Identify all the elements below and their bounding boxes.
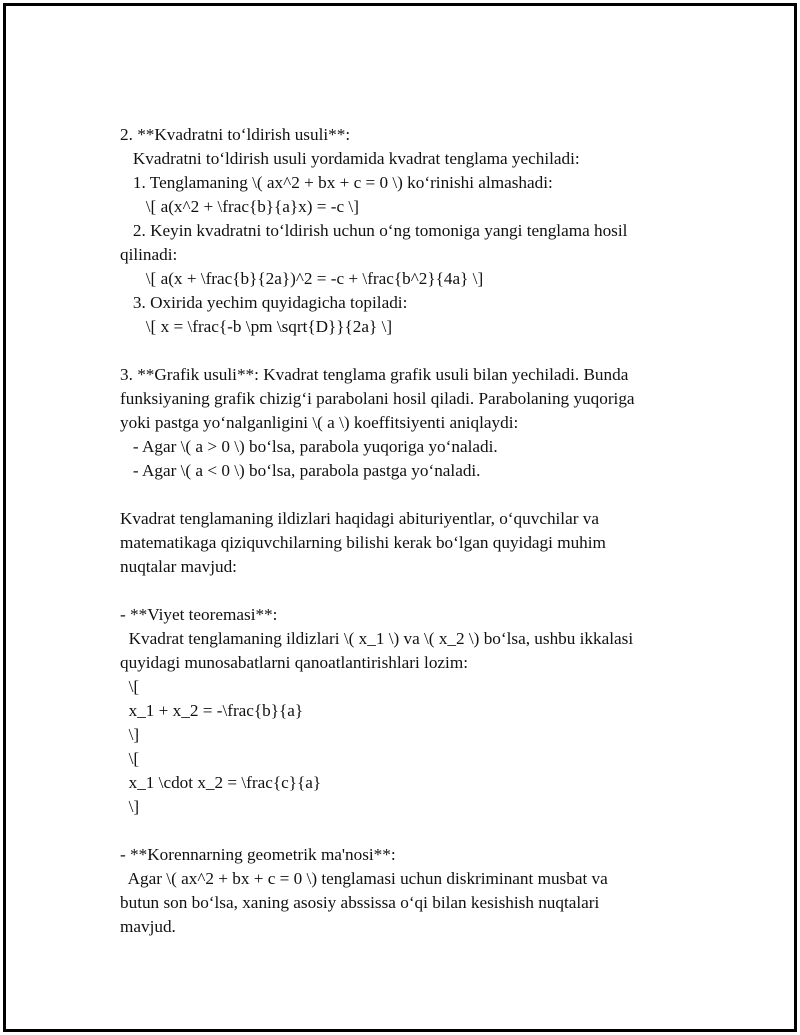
text-line: - **Korennarning geometrik ma'nosi**: <box>120 845 396 864</box>
blank-line <box>120 819 680 843</box>
text-line: mavjud. <box>120 917 176 936</box>
blank-line <box>120 579 680 603</box>
text-line: \] <box>120 725 140 744</box>
text-line: \[ x = \frac{-b \pm \sqrt{D}}{2a} \] <box>120 317 393 336</box>
text-line: nuqtalar mavjud: <box>120 557 237 576</box>
text-line: 2. Keyin kvadratni to‘ldirish uchun o‘ng tomoniga yangi tenglama hosil <box>120 221 628 240</box>
text-line: quyidagi munosabatlarni qanoatlantirishlari lozim: <box>120 653 468 672</box>
page-frame <box>3 3 797 1032</box>
text-line: 3. Oxirida yechim quyidagicha topiladi: <box>120 293 408 312</box>
text-line: x_1 \cdot x_2 = \frac{c}{a} <box>120 773 322 792</box>
text-line: - Agar \( a < 0 \) bo‘lsa, parabola pastga yo‘naladi. <box>120 461 481 480</box>
text-line: 3. **Grafik usuli**: Kvadrat tenglama grafik usuli bilan yechiladi. Bunda <box>120 365 629 384</box>
text-line: Agar \( ax^2 + bx + c = 0 \) tenglamasi uchun diskriminant musbat va <box>120 869 608 888</box>
text-line: 2. **Kvadratni to‘ldirish usuli**: <box>120 125 351 144</box>
text-line: \[ <box>120 677 140 696</box>
text-line: Kvadratni to‘ldirish usuli yordamida kvadrat tenglama yechiladi: <box>120 149 580 168</box>
text-line: \] <box>120 797 140 816</box>
text-line: Kvadrat tenglamaning ildizlari \( x_1 \) va \( x_2 \) bo‘lsa, ushbu ikkalasi <box>120 629 634 648</box>
text-line: butun son bo‘lsa, xaning asosiy abssissa o‘qi bilan kesishish nuqtalari <box>120 893 600 912</box>
text-line: - **Viyet teoremasi**: <box>120 605 278 624</box>
text-line: matematikaga qiziquvchilarning bilishi kerak bo‘lgan quyidagi muhim <box>120 533 606 552</box>
text-line: funksiyaning grafik chizig‘i parabolani hosil qiladi. Parabolaning yuqoriga <box>120 389 635 408</box>
text-line: - Agar \( a > 0 \) bo‘lsa, parabola yuqoriga yo‘naladi. <box>120 437 498 456</box>
text-line: \[ a(x^2 + \frac{b}{a}x) = -c \] <box>120 197 359 216</box>
text-line: x_1 + x_2 = -\frac{b}{a} <box>120 701 304 720</box>
document-body <box>120 123 680 939</box>
text-line: \[ a(x + \frac{b}{2a})^2 = -c + \frac{b^2}{4a} \] <box>120 269 484 288</box>
text-line: Kvadrat tenglamaning ildizlari haqidagi abituriyentlar, o‘quvchilar va <box>120 509 599 528</box>
text-line: yoki pastga yo‘nalganligini \( a \) koeffitsiyenti aniqlaydi: <box>120 413 519 432</box>
text-line: 1. Tenglamaning \( ax^2 + bx + c = 0 \) ko‘rinishi almashadi: <box>120 173 553 192</box>
text-line: \[ <box>120 749 140 768</box>
text-line: qilinadi: <box>120 245 178 264</box>
blank-line <box>120 339 680 363</box>
blank-line <box>120 483 680 507</box>
